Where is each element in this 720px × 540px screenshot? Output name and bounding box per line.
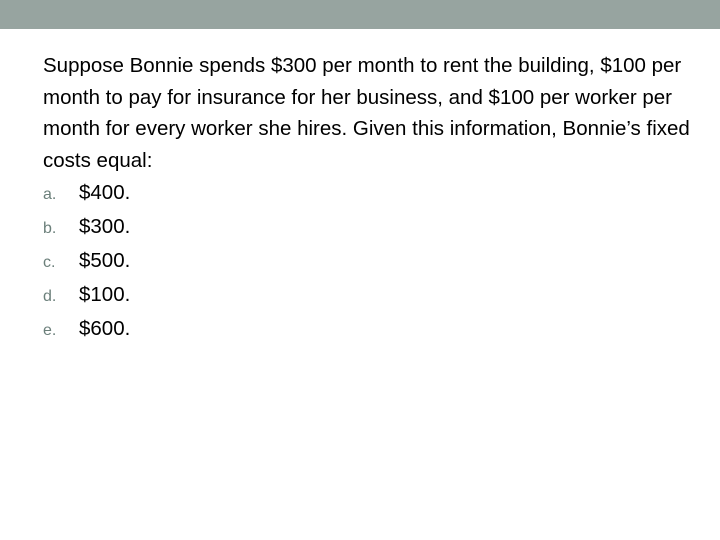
option-letter: a. [43,186,57,203]
option-letter: e. [43,322,57,339]
answer-option-c [43,244,703,278]
option-letter: c. [43,254,56,271]
option-text: $100. [79,283,131,306]
answer-option-d [43,278,703,312]
option-text: $600. [79,317,131,340]
answer-option-e [43,312,703,346]
slide-content [43,50,703,346]
answer-option-b [43,210,703,244]
question-text: Suppose Bonnie spends $300 per month to rent the building, $100 per month to pay for insurance for her business, and $100 per worker per month for every worker she hires. Given this information, Bonnie’s fixed costs equal: [43,54,690,172]
option-letter: d. [43,288,57,305]
option-letter: b. [43,220,57,237]
answer-options-list [43,176,703,346]
slide-header-bar [0,0,720,29]
answer-option-a [43,176,703,210]
option-text: $400. [79,181,131,204]
option-text: $300. [79,215,131,238]
option-text: $500. [79,249,131,272]
